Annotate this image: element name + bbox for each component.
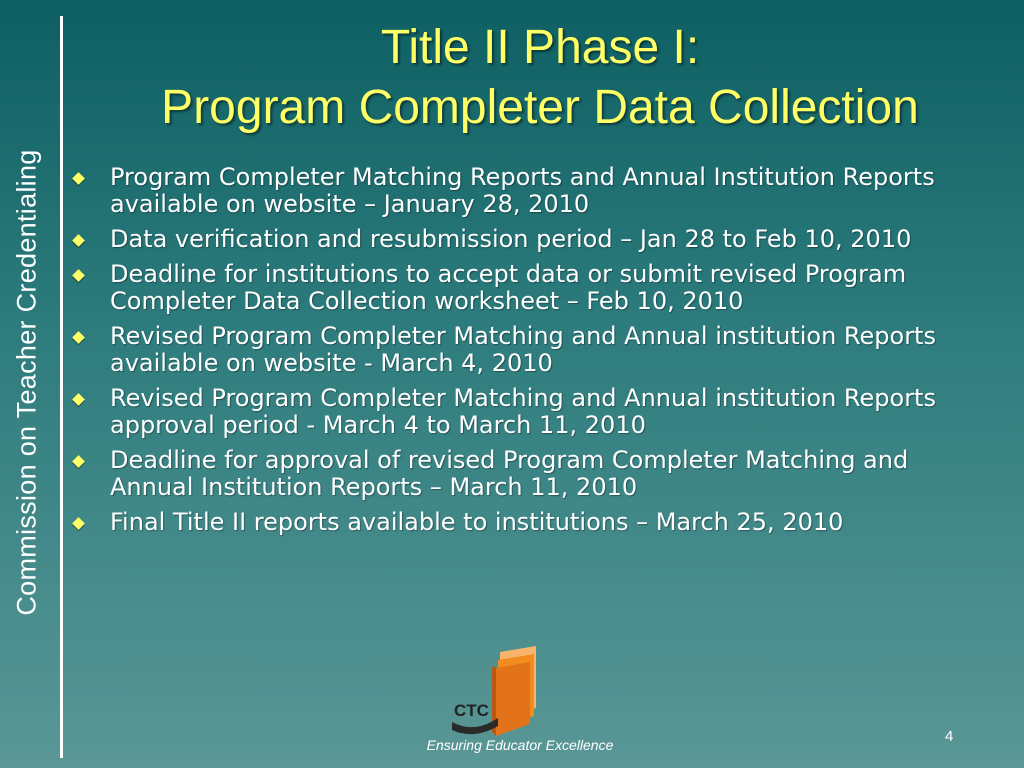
diamond-bullet-icon: [72, 234, 85, 247]
diamond-bullet-icon: [72, 331, 85, 344]
slide-title: [70, 18, 1010, 138]
bullet-item: [70, 509, 990, 536]
slide-title-line-2: Program Completer Data Collection: [161, 81, 919, 134]
bullet-item: [70, 164, 990, 218]
bullet-text: Revised Program Completer Matching and Annual institution Reports approval period - March 4 to March 11, 2010: [110, 384, 936, 439]
diamond-bullet-icon: [72, 455, 85, 468]
logo-tagline: Ensuring Educator Excellence: [426, 737, 614, 753]
vertical-divider: [60, 16, 63, 758]
diamond-bullet-icon: [72, 517, 85, 530]
bullet-text: Program Completer Matching Reports and Annual Institution Reports available on website – January 28, 2010: [110, 163, 935, 218]
sidebar-vertical-text: [2, 70, 52, 695]
bullet-item: [70, 447, 990, 501]
bullet-text: Revised Program Completer Matching and Annual institution Reports available on website - March 4, 2010: [110, 322, 936, 377]
slide-title-line-1: Title II Phase I:: [380, 21, 700, 74]
bullet-item: [70, 323, 990, 377]
bullet-list: [70, 164, 990, 544]
bullet-item: [70, 385, 990, 439]
bullet-item: [70, 226, 990, 253]
svg-text:CTC: CTC: [454, 701, 489, 720]
diamond-bullet-icon: [72, 269, 85, 282]
bullet-text: Deadline for institutions to accept data or submit revised Program Completer Data Collection worksheet – Feb 10, 2010: [110, 260, 907, 315]
ctc-book-logo-icon: [448, 646, 552, 742]
diamond-bullet-icon: [72, 393, 85, 406]
page-number: 4: [945, 728, 954, 745]
diamond-bullet-icon: [72, 172, 85, 185]
bullet-item: [70, 261, 990, 315]
bullet-text: Final Title II reports available to institutions – March 25, 2010: [110, 508, 844, 536]
ctc-logo: [448, 646, 552, 742]
bullet-text: Deadline for approval of revised Program Completer Matching and Annual Institution Reports – March 11, 2010: [110, 446, 909, 501]
bullet-text: Data verification and resubmission period – Jan 28 to Feb 10, 2010: [110, 225, 912, 253]
organization-name: Commission on Teacher Credentialing: [11, 149, 42, 616]
